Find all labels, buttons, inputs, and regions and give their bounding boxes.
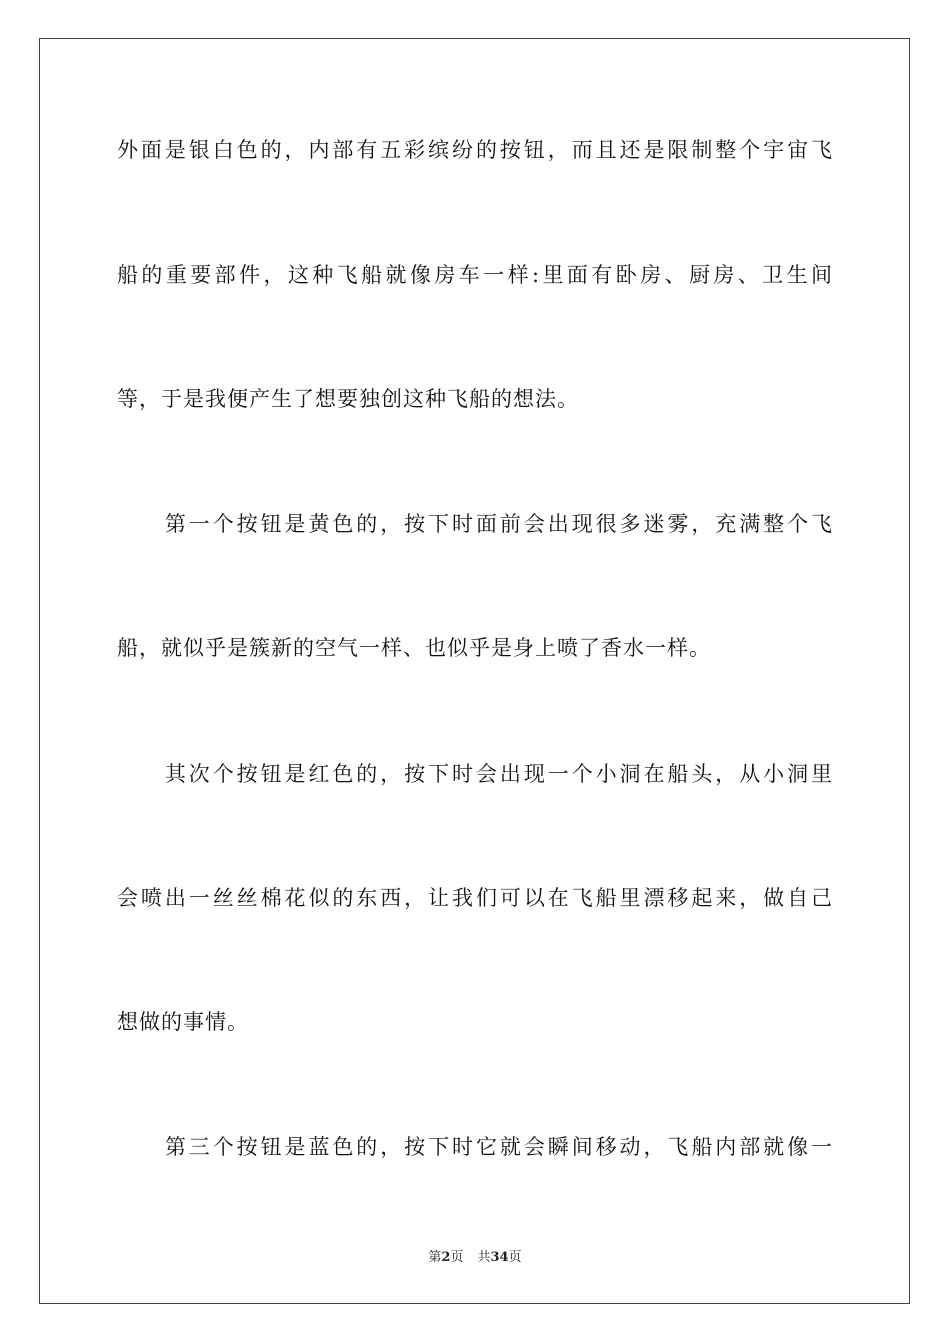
footer-total-prefix: 共 (477, 1250, 491, 1265)
footer-page-prefix: 第 (428, 1250, 442, 1265)
footer-total-pages: 34 (490, 1250, 509, 1265)
page-footer (0, 1250, 950, 1266)
paragraph-line: 会喷出一丝丝棉花似的东西，让我们可以在飞船里漂移起来，做自己 (117, 886, 833, 910)
paragraph-line: 船，就似乎是簇新的空气一样、也似乎是身上喷了香水一样。 (117, 636, 711, 660)
paragraph-line: 其次个按钮是红色的，按下时会出现一个小洞在船头，从小洞里 (117, 762, 833, 786)
page-border (39, 38, 910, 1304)
paragraph-line: 等，于是我便产生了想要独创这种飞船的想法。 (117, 387, 579, 411)
paragraph-line: 第一个按钮是黄色的，按下时面前会出现很多迷雾，充满整个飞 (117, 512, 833, 536)
paragraph-line: 想做的事情。 (117, 1010, 249, 1034)
footer-total-suffix: 页 (508, 1250, 522, 1265)
footer-page-suffix: 页 (450, 1250, 464, 1265)
paragraph-line: 第三个按钮是蓝色的，按下时它就会瞬间移动，飞船内部就像一 (117, 1135, 833, 1159)
paragraph-line: 外面是银白色的，内部有五彩缤纷的按钮，而且还是限制整个宇宙飞 (117, 138, 833, 162)
paragraph-line: 船的重要部件，这种飞船就像房车一样:里面有卧房、厨房、卫生间 (117, 263, 833, 287)
footer-page-number: 2 (441, 1250, 451, 1265)
